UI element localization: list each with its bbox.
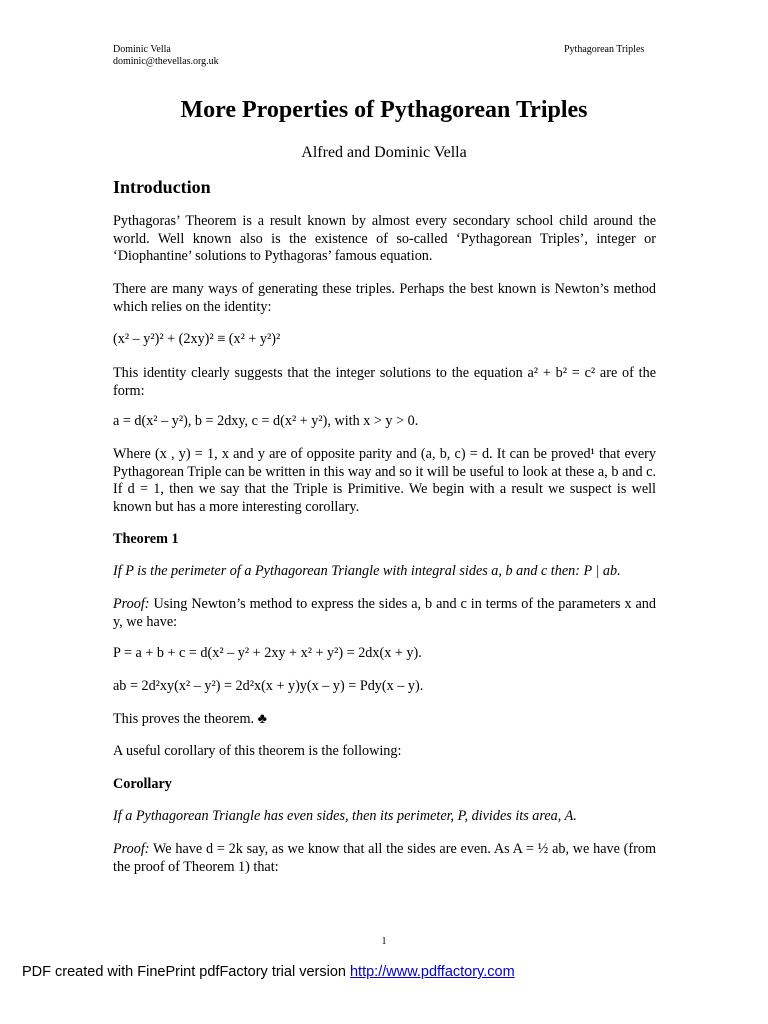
corollary-statement: If a Pythagorean Triangle has even sides, then its perimeter, P, divides its area, A.	[113, 808, 577, 824]
header-author-block	[113, 44, 219, 68]
theorem-label: Theorem 1	[113, 531, 179, 547]
corollary-intro: A useful corollary of this theorem is the following:	[113, 743, 402, 759]
proof-text: Using Newton’s method to express the sides a, b and c in terms of the parameters x and y, we have:	[113, 596, 656, 630]
corollary-label: Corollary	[113, 776, 172, 792]
equation-ab: ab = 2d²xy(x² – y²) = 2d²x(x + y)y(x – y) = Pdy(x – y).	[113, 678, 424, 694]
paragraph-intro: Pythagoras’ Theorem is a result known by almost every secondary school child around the world. Well known also is the existence of so-called ‘Pythagorean Triples’, integer or ‘Diophantine’ solutions to Pythagoras’ famous equation.	[113, 213, 656, 264]
document-authors: Alfred and Dominic Vella	[301, 144, 467, 161]
header-email: dominic@thevellas.org.uk	[113, 56, 219, 67]
equation-identity: (x² – y²)² + (2xy)² ≡ (x² + y²)²	[113, 331, 281, 347]
paragraph-newton: There are many ways of generating these triples. Perhaps the best known is Newton’s method which relies on the identity:	[113, 281, 656, 315]
proof-label: Proof:	[113, 596, 150, 612]
proof-conclusion: This proves the theorem. ♣	[113, 711, 267, 727]
equation-parametrization: a = d(x² – y²), b = 2dxy, c = d(x² + y²), with x > y > 0.	[113, 413, 419, 429]
paragraph-primitive: Where (x , y) = 1, x and y are of opposite parity and (a, b, c) = d. It can be proved¹ that every Pythagorean Triple can be written in this way and so it will be useful to look at these a, b and c. If d = 1, then we say that the Triple is Primitive. We begin with a result we suspect is well known but has a more interesting corollary.	[113, 446, 656, 515]
corollary-proof-paragraph	[113, 841, 656, 876]
footer-link[interactable]: http://www.pdffactory.com	[349, 964, 515, 980]
page-number: 1	[381, 936, 387, 947]
corollary-proof-label: Proof:	[113, 841, 150, 857]
header-running-title: Pythagorean Triples	[564, 44, 645, 55]
document-title: More Properties of Pythagorean Triples	[180, 97, 588, 123]
section-heading: Introduction	[113, 177, 211, 197]
corollary-proof-text: We have d = 2k say, as we know that all the sides are even. As A = ½ ab, we have (from the proof of Theorem 1) that:	[113, 841, 656, 875]
proof-paragraph	[113, 596, 656, 631]
pdf-footer	[22, 964, 515, 980]
theorem-statement: If P is the perimeter of a Pythagorean Triangle with integral sides a, b and c then: P | ab.	[113, 563, 621, 579]
header-author: Dominic Vella	[113, 44, 171, 55]
footer-text: PDF created with FinePrint pdfFactory trial version	[22, 964, 346, 980]
equation-perimeter: P = a + b + c = d(x² – y² + 2xy + x² + y²) = 2dx(x + y).	[113, 645, 422, 661]
paragraph-integer-solutions: This identity clearly suggests that the integer solutions to the equation a² + b² = c² are of the form:	[113, 365, 656, 399]
